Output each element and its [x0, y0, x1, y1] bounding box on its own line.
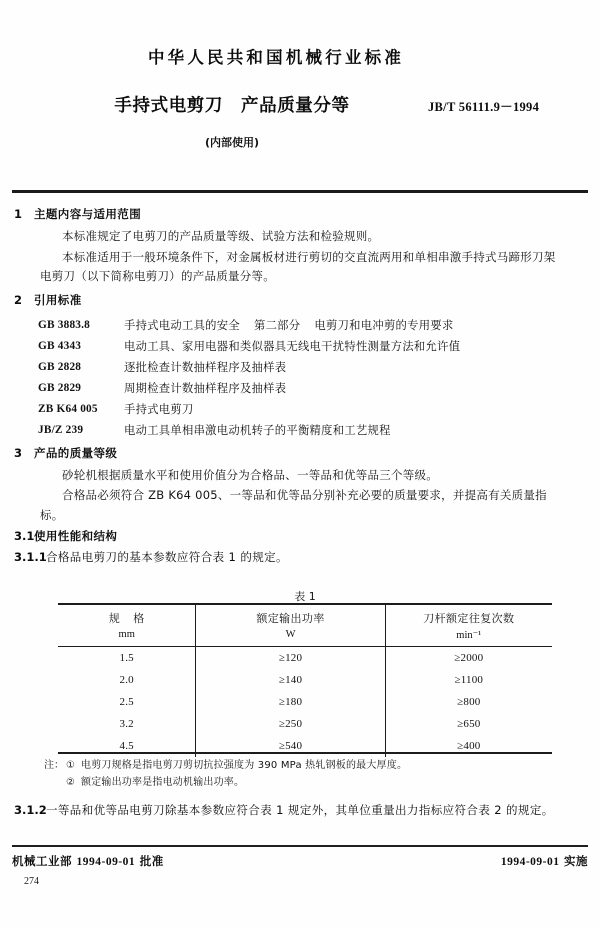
- header-divider: [12, 190, 588, 193]
- table-row: [58, 669, 552, 691]
- column-header-spec: [58, 604, 196, 647]
- section-3-1-2-number: 3.1.2: [14, 803, 47, 817]
- footer-approval: [12, 853, 164, 869]
- document-title: [62, 92, 402, 117]
- cell-spec: 4.5: [119, 740, 134, 752]
- section-3-1-title: 使用性能和结构: [34, 529, 118, 543]
- reference-title: 电动工具、家用电器和类似器具无线电干扰特性测量方法和允许值: [124, 339, 461, 353]
- notes-label-spacer: [44, 774, 66, 791]
- column-header-spec-label: [58, 610, 195, 626]
- reference-code: GB 2828: [38, 360, 82, 373]
- section-3-1-1-row: [0, 549, 600, 566]
- list-item: [0, 399, 600, 420]
- cell-strokes: ≥800: [385, 691, 552, 713]
- page-footer: [12, 853, 588, 869]
- cell-strokes: ≥650: [385, 713, 552, 735]
- column-header-spec-label-a: 规: [108, 612, 121, 625]
- column-header-spec-unit: mm: [118, 629, 135, 640]
- section-3-1-2-block: [0, 802, 600, 823]
- section-2-heading: [0, 292, 600, 309]
- reference-code: JB/Z 239: [38, 423, 84, 436]
- reference-title: [124, 315, 454, 336]
- reference-code: ZB K64 005: [38, 402, 98, 415]
- cell-power: ≥140: [196, 669, 385, 691]
- table-1-body: [58, 647, 552, 758]
- footer-divider: [12, 845, 588, 847]
- column-header-strokes: [385, 604, 552, 647]
- section-3-1-1-text: 合格品电剪刀的基本参数应符合表 1 的规定。: [46, 550, 288, 564]
- list-item: [0, 378, 600, 399]
- table-1-bottom-border: [58, 752, 552, 754]
- section-3-1-number: 3.1: [14, 529, 35, 543]
- section-1-title: 主题内容与适用范围: [34, 207, 142, 221]
- table-header-row: [58, 604, 552, 647]
- cell-power: ≥250: [196, 713, 385, 735]
- section-3-1-2-text: 一等品和优等品电剪刀除基本参数应符合表 1 规定外，其单位重量出力指标应符合表 2 的规定。: [46, 803, 554, 817]
- reference-title-a: 手持式电动工具的安全: [124, 318, 240, 332]
- column-header-strokes-unit: min⁻¹: [456, 629, 482, 641]
- table-row: [58, 691, 552, 713]
- cell-spec: 3.2: [119, 718, 134, 730]
- column-header-power-unit: W: [285, 629, 296, 640]
- cell-strokes: ≥2000: [385, 647, 552, 670]
- section-1-heading: [0, 206, 600, 223]
- list-item: [0, 336, 600, 357]
- footer-approver: 机械工业部: [12, 854, 72, 868]
- table-row: [58, 647, 552, 670]
- table-row: [58, 713, 552, 735]
- reference-title: 电动工具单相串激电动机转子的平衡精度和工艺规程: [124, 423, 391, 437]
- reference-title: 周期检查计数抽样程序及抽样表: [124, 381, 287, 395]
- document-title-part2: 产品质量分等: [241, 96, 350, 116]
- standard-number: JB/T 56111.9－1994: [428, 100, 540, 114]
- table-1: [58, 604, 552, 757]
- masthead: [0, 44, 600, 68]
- footer-approve-word: 批准: [139, 854, 164, 868]
- cell-spec: 1.5: [119, 652, 134, 664]
- footer-implement-word: 实施: [564, 854, 588, 868]
- reference-title-c: 电剪刀和电冲剪的专用要求: [314, 318, 454, 332]
- column-header-spec-label-b: 格: [133, 612, 145, 625]
- note-item: [44, 774, 564, 791]
- cell-strokes: ≥400: [385, 735, 552, 757]
- cell-strokes: ≥1100: [385, 669, 552, 691]
- footer-implementation: [501, 853, 588, 869]
- table-row: [58, 735, 552, 757]
- title-row: [0, 92, 600, 122]
- section-3-heading: [0, 445, 600, 462]
- column-header-power-label: 额定输出功率: [256, 612, 325, 625]
- reference-code: GB 3883.8: [38, 318, 91, 331]
- document-body: [0, 206, 600, 570]
- cell-power: ≥120: [196, 647, 385, 670]
- reference-title: 逐批检查计数抽样程序及抽样表: [124, 360, 287, 374]
- section-3-paragraph-1: 砂轮机根据质量水平和使用价值分为合格品、一等品和优等品三个等级。: [62, 467, 438, 482]
- reference-code: GB 2829: [38, 381, 82, 394]
- document-title-part1: 手持式电剪刀: [114, 96, 223, 116]
- section-2-number: 2: [14, 292, 23, 307]
- note-item: [44, 757, 564, 774]
- page-number: 274: [24, 876, 39, 887]
- note-marker: ①: [66, 760, 75, 771]
- cell-power: ≥540: [196, 735, 385, 757]
- table-1-caption: 表 1: [294, 590, 316, 603]
- reference-title: 手持式电剪刀: [124, 402, 194, 416]
- table-1-head: [58, 604, 552, 647]
- note-text: 电剪刀规格是指电剪刀剪切抗拉强度为 390 MPa 热轧钢板的最大厚度。: [81, 760, 408, 771]
- document-subtitle: (内部使用): [204, 136, 260, 149]
- footer-implement-date: 1994-09-01: [500, 856, 560, 868]
- section-3-number: 3: [14, 445, 23, 460]
- table-1-notes: [44, 757, 564, 791]
- note-marker: ②: [66, 777, 75, 788]
- cell-spec: 2.5: [119, 696, 134, 708]
- list-item: [0, 357, 600, 378]
- list-item: [0, 420, 600, 441]
- list-item: [0, 315, 600, 336]
- reference-standards-list: [0, 315, 600, 441]
- section-2-title: 引用标准: [34, 292, 82, 307]
- note-text: 额定输出功率是指电动机输出功率。: [81, 777, 245, 788]
- section-1-paragraph-2: 本标准适用于一般环境条件下，对金属板材进行剪切的交直流两用和单相串激手持式马蹄形刀架电剪刀（以下简称电剪刀）的产品质量分等。: [40, 249, 556, 283]
- masthead-title: 中华人民共和国机械行业标准: [147, 48, 405, 67]
- section-1-paragraph-1: 本标准规定了电剪刀的产品质量等级、试验方法和检验规则。: [62, 229, 380, 243]
- section-3-1-2-row: [0, 802, 600, 819]
- cell-power: ≥180: [196, 691, 385, 713]
- section-3-paragraph-2: 合格品必须符合 ZB K64 005、一等品和优等品分别补充必要的质量要求，并提高有关质量指标。: [40, 488, 547, 522]
- column-header-power: [196, 604, 385, 647]
- reference-code: GB 4343: [38, 339, 82, 352]
- section-3-title: 产品的质量等级: [34, 445, 118, 460]
- section-3-1-heading: [0, 528, 600, 545]
- cell-spec: 2.0: [119, 674, 134, 686]
- notes-label: 注：: [44, 760, 64, 771]
- reference-title-b: 第二部分: [253, 318, 301, 332]
- section-3-1-1-number: 3.1.1: [14, 550, 47, 564]
- column-header-strokes-label: 刀杆额定往复次数: [423, 611, 515, 625]
- section-1-number: 1: [14, 207, 23, 221]
- footer-approve-date: 1994-09-01: [76, 856, 136, 868]
